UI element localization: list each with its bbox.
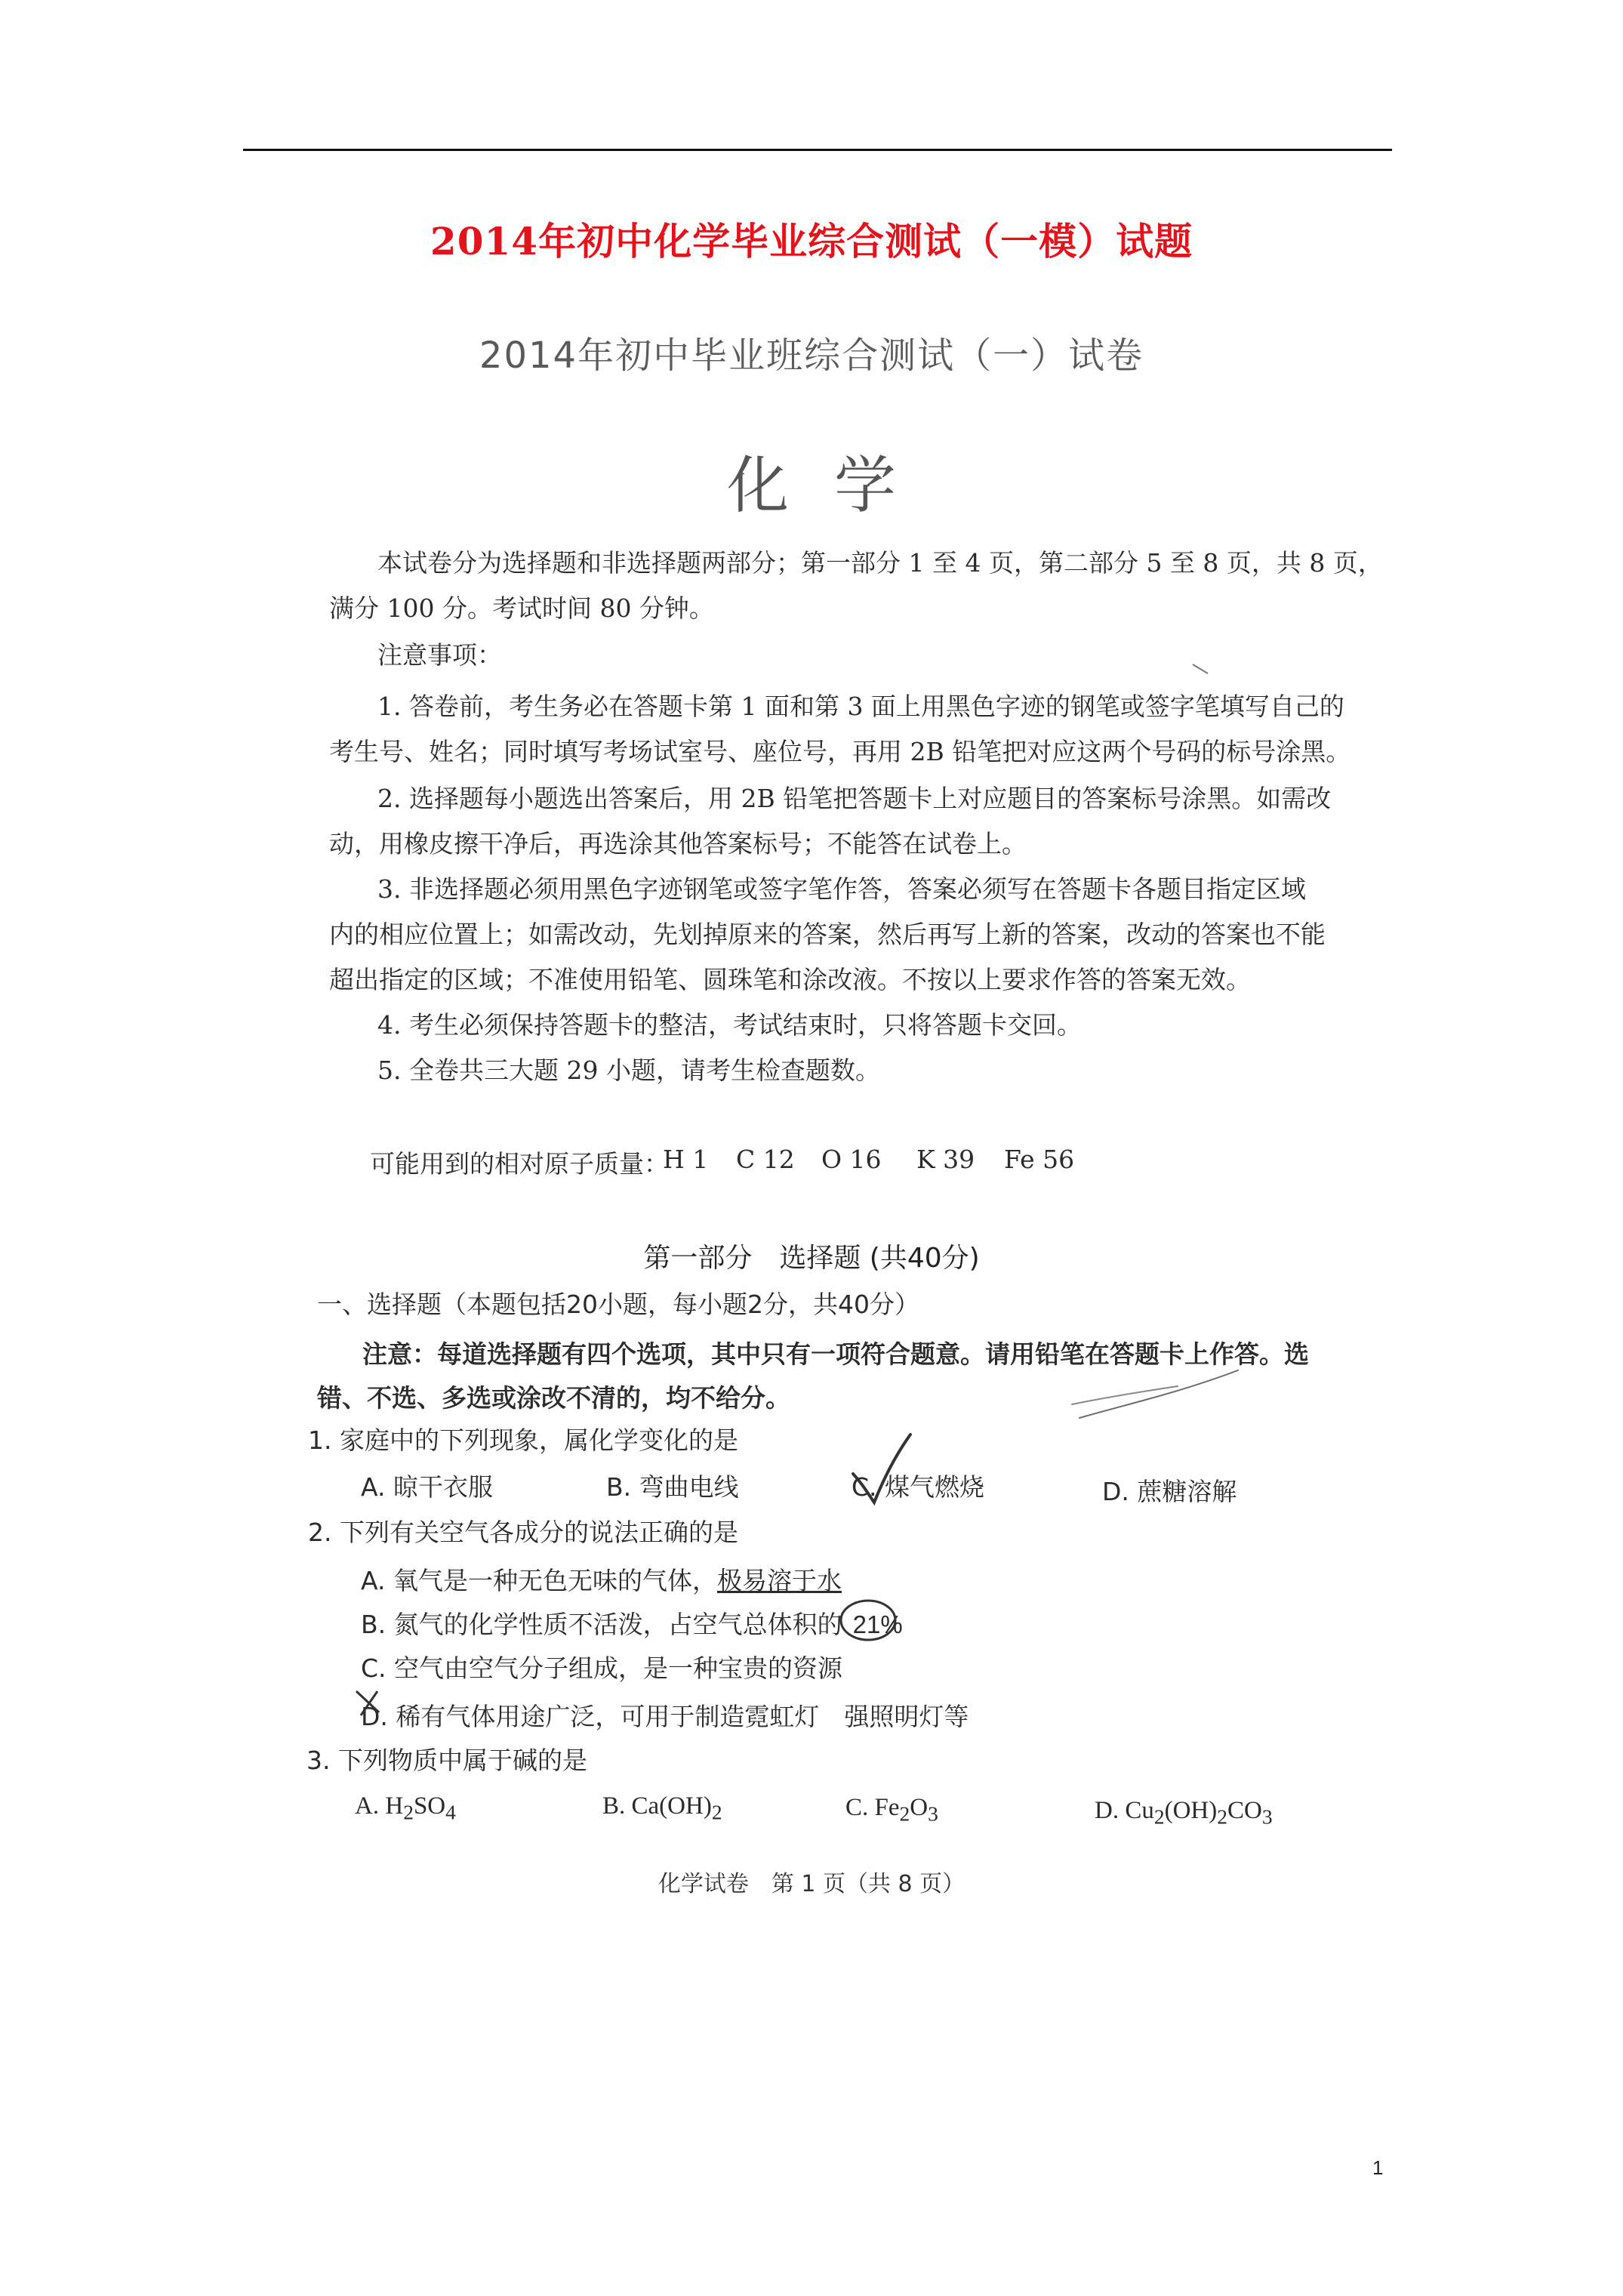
circle-annotation-icon xyxy=(841,1601,895,1640)
q3-a-part: H xyxy=(385,1792,404,1820)
notice-3-line-1: 3. 非选择题必须用黑色字迹钢笔或签字笔作答，答案必须写在答题卡各题目指定区域 xyxy=(377,874,1306,904)
notice-4-line-1: 4. 考生必须保持答题卡的整洁，考试结束时，只将答题卡交回。 xyxy=(377,1010,1082,1040)
q3-b-part: Ca(OH) xyxy=(631,1792,712,1820)
q3-d-part: Cu xyxy=(1125,1797,1154,1824)
q1-option-b: B. 弯曲电线 xyxy=(606,1472,739,1502)
question-3-stem: 3. 下列物质中属于碱的是 xyxy=(306,1746,587,1775)
atomic-mass-c: C 12 xyxy=(736,1145,795,1174)
q3-b-sub: 2 xyxy=(711,1800,722,1824)
atomic-mass-o: O 16 xyxy=(821,1145,882,1174)
part-heading: 一、选择题（本题包括20小题，每小题2分，共40分） xyxy=(317,1290,919,1319)
part-note-line-2: 错、不选、多选或涂改不清的，均不给分。 xyxy=(317,1383,790,1413)
q1-option-a: A. 晾干衣服 xyxy=(361,1472,493,1502)
checkmark-icon xyxy=(853,1435,910,1502)
q3-option-a-label: A. xyxy=(355,1792,386,1820)
q3-option-d-label: D. xyxy=(1095,1797,1126,1824)
notice-3-line-2: 内的相应位置上；如需改动，先划掉原来的答案，然后再写上新的答案，改动的答案也不能 xyxy=(329,920,1326,949)
notice-1-line-2: 考生号、姓名；同时填写考场试室号、座位号，再用 2B 铅笔把对应这两个号码的标号涂黑。 xyxy=(329,737,1351,766)
q2-option-a-underlined: 极易溶于水 xyxy=(716,1566,842,1595)
question-2-stem: 2. 下列有关空气各成分的说法正确的是 xyxy=(308,1518,738,1547)
cross-mark-icon xyxy=(356,1691,379,1715)
page-number: 1 xyxy=(1372,2156,1384,2179)
q3-c-sub: 2 xyxy=(899,1801,910,1826)
atomic-mass-fe: Fe 56 xyxy=(1004,1145,1075,1174)
pen-dot-mark xyxy=(1193,664,1208,673)
q3-d-part: CO xyxy=(1227,1797,1262,1824)
atomic-mass-h: H 1 xyxy=(663,1145,709,1174)
q3-option-b-label: B. xyxy=(602,1792,632,1820)
notice-2-line-2: 动，用橡皮擦干净后，再选涂其他答案标号；不能答在试卷上。 xyxy=(329,829,1027,858)
q3-option-c-label: C. xyxy=(845,1794,875,1821)
intro-line-1: 本试卷分为选择题和非选择题两部分；第一部分 1 至 4 页，第二部分 5 至 8 页，共 8 页， xyxy=(377,548,1383,578)
notice-heading: 注意事项： xyxy=(377,640,502,670)
q3-c-sub: 3 xyxy=(928,1801,938,1826)
notice-3-line-3: 超出指定的区域；不准使用铅笔、圆珠笔和涂改液。不按以上要求作答的答案无效。 xyxy=(329,965,1251,994)
subject-title: 化学 xyxy=(726,450,941,522)
q3-a-sub: 4 xyxy=(445,1800,456,1824)
q2-option-d: D. 稀有气体用途广泛，可用于制造霓虹灯 强照明灯等 xyxy=(361,1702,969,1731)
q2-option-a-text: A. 氧气是一种无色无味的气体， xyxy=(361,1566,717,1595)
q1-option-c: C. 煤气燃烧 xyxy=(852,1472,985,1502)
q3-d-part: (OH) xyxy=(1164,1797,1218,1824)
page-footer: 化学试卷 第 1 页（共 8 页） xyxy=(658,1871,965,1897)
document-title: 2014年初中化学毕业综合测试（一模）试题 xyxy=(430,219,1193,264)
notice-1-line-1: 1. 答卷前，考生务必在答题卡第 1 面和第 3 面上用黑色字迹的钢笔或签字笔填写自己的 xyxy=(377,692,1344,721)
q2-handwritten-note: 21% xyxy=(852,1610,903,1638)
q1-option-d: D. 蔗糖溶解 xyxy=(1102,1477,1237,1506)
atomic-mass-k: K 39 xyxy=(916,1145,975,1174)
q3-a-sub: 2 xyxy=(403,1800,414,1824)
q2-option-b-text: B. 氮气的化学性质不活泼，占空气总体积的 xyxy=(361,1610,842,1639)
q3-a-part: SO xyxy=(413,1792,446,1820)
section-title: 第一部分 选择题 (共40分) xyxy=(643,1243,980,1274)
notice-2-line-1: 2. 选择题每小题选出答案后，用 2B 铅笔把答题卡上对应题目的答案标号涂黑。如需改 xyxy=(377,784,1332,813)
part-note-line-1: 注意：每道选择题有四个选项，其中只有一项符合题意。请用铅笔在答题卡上作答。选 xyxy=(362,1339,1309,1369)
q3-d-sub: 3 xyxy=(1261,1804,1273,1829)
notice-5-line-1: 5. 全卷共三大题 29 小题，请考生检查题数。 xyxy=(377,1056,880,1085)
exam-title: 2014年初中毕业班综合测试（一）试卷 xyxy=(479,334,1144,377)
q3-c-part: O xyxy=(910,1794,929,1821)
q3-c-part: Fe xyxy=(874,1794,900,1821)
pen-stroke-diagonal xyxy=(1079,1370,1238,1418)
question-1-stem: 1. 家庭中的下列现象，属化学变化的是 xyxy=(308,1425,738,1455)
atomic-mass-label: 可能用到的相对原子质量： xyxy=(370,1149,669,1179)
q3-d-sub: 2 xyxy=(1217,1804,1228,1829)
intro-line-2: 满分 100 分。考试时间 80 分钟。 xyxy=(329,593,714,623)
q2-option-c: C. 空气由空气分子组成，是一种宝贵的资源 xyxy=(361,1653,843,1683)
q3-d-sub: 2 xyxy=(1153,1804,1165,1829)
